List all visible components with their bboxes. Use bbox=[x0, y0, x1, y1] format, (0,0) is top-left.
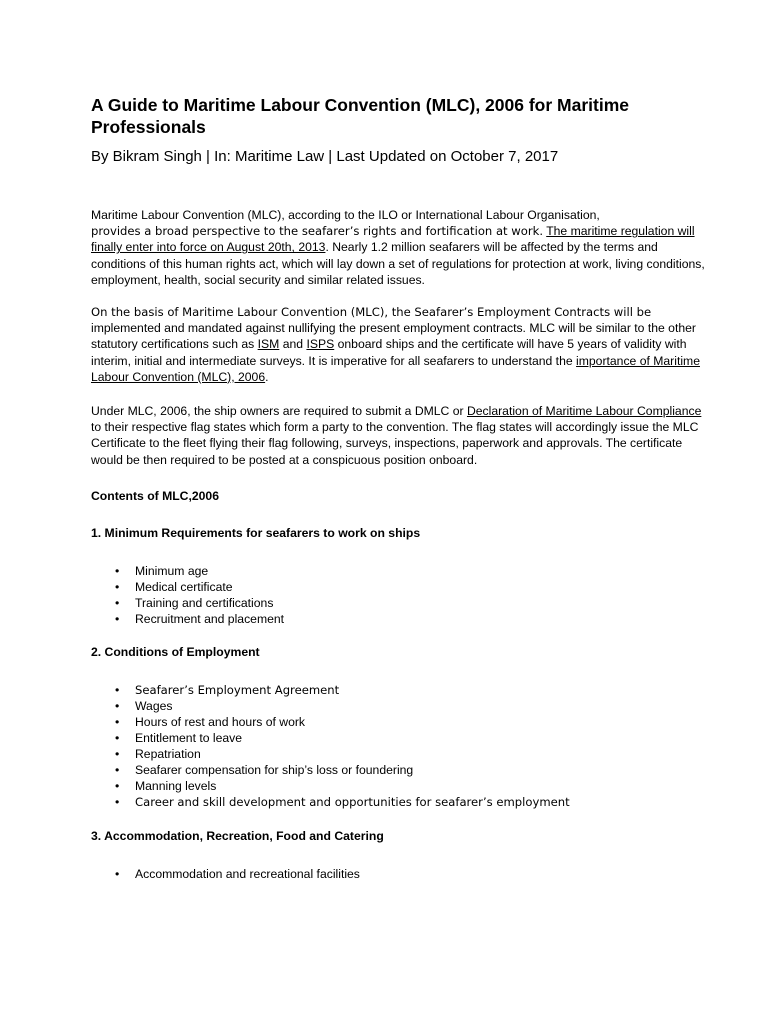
list-item-text: Wages bbox=[135, 698, 173, 713]
text-span: Under MLC, 2006, the ship owners are required to submit a DMLC or bbox=[91, 404, 464, 419]
ism-link[interactable]: ISM bbox=[257, 337, 280, 352]
bullet-icon: • bbox=[115, 714, 120, 729]
text-span: implemented and mandated against nullifying the present employment contracts. MLC will be similar to the other statutory certifications such as bbox=[91, 321, 696, 352]
list-item bbox=[115, 866, 708, 882]
article-byline: By Bikram Singh | In: Maritime Law | Last Updated on October 7, 2017 bbox=[91, 148, 559, 165]
bullet-list bbox=[91, 563, 708, 627]
bullet-list bbox=[91, 682, 708, 810]
text-span: provides a broad perspective to the seafarer’s rights and fortification at work. bbox=[91, 224, 544, 239]
list-item-text: Repatriation bbox=[135, 746, 201, 761]
list-item bbox=[115, 682, 708, 698]
bullet-icon: • bbox=[115, 611, 120, 626]
list-item bbox=[115, 746, 708, 762]
list-item bbox=[115, 611, 708, 627]
bullet-icon: • bbox=[115, 682, 120, 697]
bullet-icon: • bbox=[115, 794, 120, 809]
list-item-text: Recruitment and placement bbox=[135, 611, 285, 626]
text-span: Maritime Labour Convention (MLC), according to the ILO or International Labour Organisation, bbox=[91, 208, 600, 222]
contents-heading: Contents of MLC,2006 bbox=[91, 488, 219, 503]
list-item-text: Training and certifications bbox=[135, 595, 274, 610]
list-item-text: Seafarer’s Employment Agreement bbox=[135, 682, 340, 697]
text-span: and bbox=[282, 337, 304, 352]
list-item bbox=[115, 579, 708, 595]
intro-paragraph bbox=[91, 207, 708, 288]
bullet-icon: • bbox=[115, 866, 120, 881]
list-item-text: Accommodation and recreational facilities bbox=[135, 866, 360, 881]
list-item bbox=[115, 778, 708, 794]
list-item bbox=[115, 698, 708, 714]
bullet-icon: • bbox=[115, 563, 120, 578]
contracts-paragraph bbox=[91, 304, 708, 385]
bullet-icon: • bbox=[115, 762, 120, 777]
text-span: On the basis of Maritime Labour Convention (MLC), the Seafarer’s Employment Contracts will be bbox=[91, 305, 652, 320]
list-item-text: Manning levels bbox=[135, 778, 217, 793]
list-item-text: Career and skill development and opportunities for seafarer’s employment bbox=[135, 794, 570, 809]
section-heading: 2. Conditions of Employment bbox=[91, 644, 260, 659]
list-item bbox=[115, 762, 708, 778]
dmlc-link[interactable]: Declaration of Maritime Labour Compliance bbox=[466, 404, 702, 419]
list-item bbox=[115, 794, 708, 810]
text-span: to their respective flag states which form a party to the convention. The flag states will accordingly issue the MLC Certificate to the fleet flying their flag following, surveys, inspections, paperwork and approvals. The certificate would be then required to be posted at a conspicuous position onboard. bbox=[91, 420, 699, 467]
bullet-list bbox=[91, 866, 708, 882]
list-item-text: Minimum age bbox=[135, 563, 209, 578]
article-title: A Guide to Maritime Labour Convention (MLC), 2006 for Maritime Professionals bbox=[91, 95, 630, 137]
mlc-importance-link[interactable]: importance of Maritime Labour Convention (MLC), 2006 bbox=[91, 353, 700, 384]
list-item-text: Seafarer compensation for ship’s loss or foundering bbox=[135, 762, 414, 777]
bullet-icon: • bbox=[115, 778, 120, 793]
section-heading: 3. Accommodation, Recreation, Food and Catering bbox=[91, 828, 384, 843]
text-span: onboard ships and the certificate will have 5 years of validity with interim, initial and intermediate surveys. It is imperative for all seafarers to understand the bbox=[91, 337, 687, 368]
bullet-icon: • bbox=[115, 698, 120, 713]
text-span: . bbox=[265, 369, 269, 384]
list-item-text: Hours of rest and hours of work bbox=[135, 714, 306, 729]
section-heading: 1. Minimum Requirements for seafarers to work on ships bbox=[91, 525, 421, 540]
list-item-text: Medical certificate bbox=[135, 579, 233, 594]
text-span: . Nearly 1.2 million seafarers will be affected by the terms and conditions of this human rights act, which will lay down a set of regulations for protection at work, living conditions, employment, health, social security and similar related issues. bbox=[91, 240, 705, 287]
list-item bbox=[115, 563, 708, 579]
dmlc-paragraph bbox=[91, 403, 708, 468]
isps-link[interactable]: ISPS bbox=[306, 337, 335, 352]
maritime-regulation-link[interactable]: The maritime regulation will finally enter into force on August 20th, 2013 bbox=[91, 224, 695, 255]
list-item bbox=[115, 595, 708, 611]
bullet-icon: • bbox=[115, 579, 120, 594]
list-item-text: Entitlement to leave bbox=[135, 730, 243, 745]
list-item bbox=[115, 730, 708, 746]
bullet-icon: • bbox=[115, 730, 120, 745]
bullet-icon: • bbox=[115, 746, 120, 761]
list-item bbox=[115, 714, 708, 730]
bullet-icon: • bbox=[115, 595, 120, 610]
